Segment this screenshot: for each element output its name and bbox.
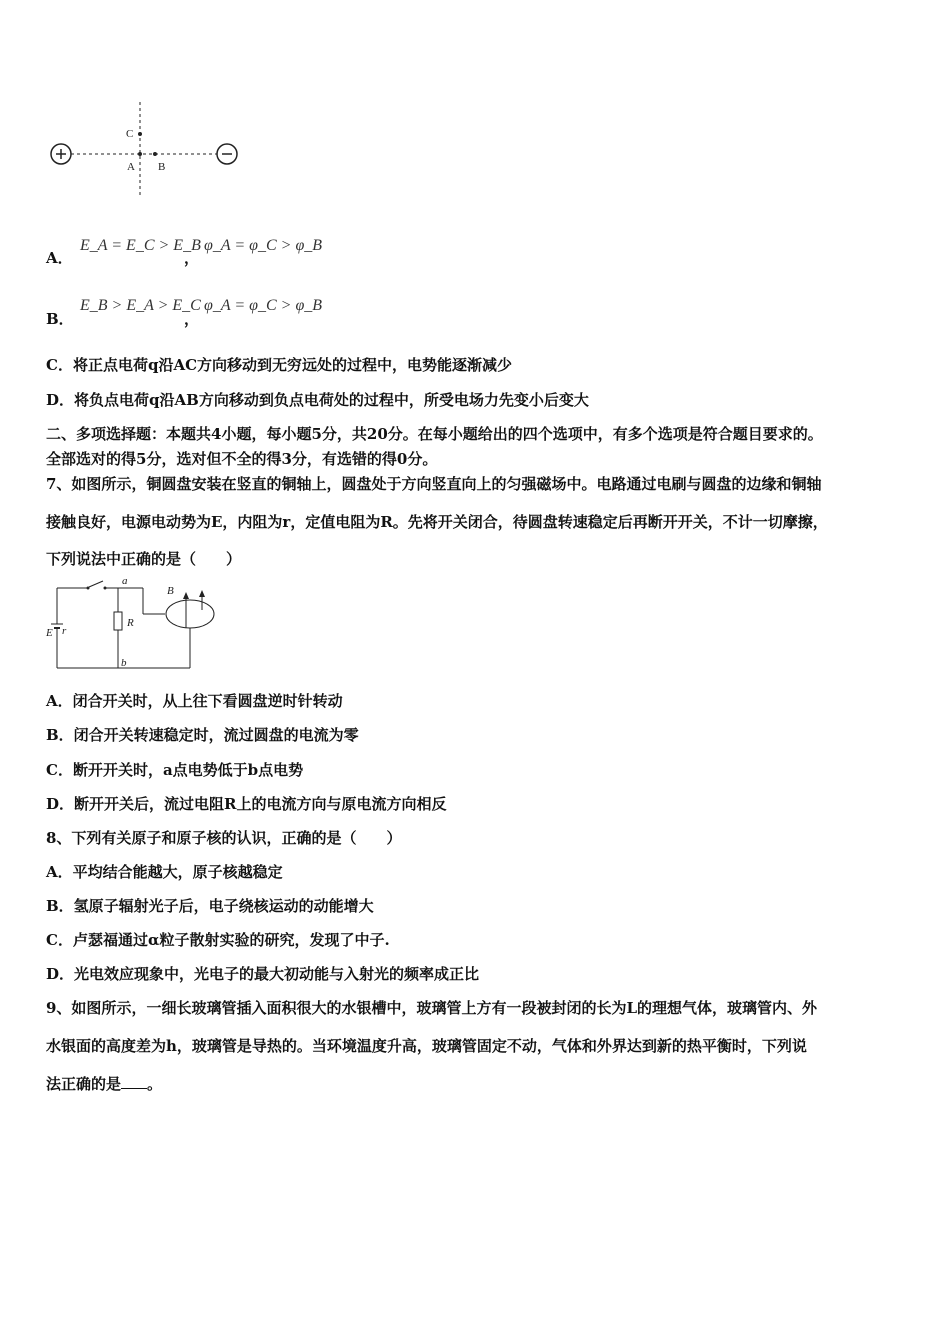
- node-b-label: b: [121, 657, 127, 669]
- q9-stem-line2: 水银面的高度差为h，玻璃管是导热的。当环境温度升高，玻璃管固定不动，气体和外界达到新的热平衡时，下列说: [46, 1037, 807, 1055]
- q8-option-a: A．平均结合能越大，原子核越稳定: [46, 863, 283, 881]
- answer-blank: [121, 1074, 147, 1089]
- q6-option-d-letter: D．: [46, 391, 75, 409]
- q8-option-d: D．光电效应现象中，光电子的最大初动能与入射光的频率成正比: [46, 965, 480, 983]
- q7-stem-line2: 接触良好，电源电动势为E，内阻为r，定值电阻为R。先将开关闭合，待圆盘转速稳定后再断开开关，不计一切摩擦，: [46, 513, 828, 531]
- q7-option-a: A．闭合开关时，从上往下看圆盘逆时针转动: [46, 692, 343, 710]
- q6-option-a-comma: ，: [184, 249, 200, 267]
- field-label: B: [167, 585, 174, 597]
- q9-stem-end: 。: [147, 1075, 163, 1093]
- q6-option-c-text: 将正点电荷q沿AC方向移动到无穷远处的过程中，电势能逐渐减少: [72, 356, 513, 374]
- section2-line2: 全部选对的得5分，选对但不全的得3分，有选错的得0分。: [46, 450, 438, 468]
- section2-line1: 二、多项选择题：本题共4小题，每小题5分，共20分。在每小题给出的四个选项中，有多个选项是符合题目要求的。: [46, 425, 823, 443]
- q9-stem-line3: 法正确的是: [46, 1075, 122, 1093]
- q6-option-a-expr2: φ_A = φ_C > φ_B: [204, 237, 323, 254]
- label-b: B: [158, 161, 166, 173]
- q6-option-b-comma: ，: [184, 310, 200, 328]
- copper-disc-circuit-figure: [45, 572, 225, 677]
- resistor-label: R: [127, 617, 134, 629]
- q8-option-b: B．氢原子辐射光子后，电子绕核运动的动能增大: [46, 897, 374, 915]
- q6-option-b-expr2: φ_A = φ_C > φ_B: [204, 297, 323, 314]
- q7-option-d: D．断开开关后，流过电阻R上的电流方向与原电流方向相反: [46, 795, 447, 813]
- q8-option-c: C．卢瑟福通过α粒子散射实验的研究，发现了中子.: [46, 931, 390, 949]
- emf-label: E: [46, 627, 53, 639]
- q8-stem: 8、下列有关原子和原子核的认识，正确的是（ ）: [46, 829, 402, 847]
- q6-option-a-letter: A．: [46, 249, 73, 267]
- node-a-label: a: [122, 575, 128, 587]
- internal-resistance-label: r: [62, 625, 67, 637]
- label-c: C: [126, 128, 134, 140]
- q6-option-c-letter: C．: [46, 356, 73, 374]
- q7-stem-line3: 下列说法中正确的是（ ）: [46, 550, 242, 568]
- q7-option-c: C．断开开关时，a点电势低于b点电势: [46, 761, 304, 779]
- q6-option-d-text: 将负点电荷q沿AB方向移动到负点电荷处的过程中，所受电场力先变小后变大: [74, 391, 589, 409]
- q7-stem-line1: 7、如图所示，铜圆盘安装在竖直的铜轴上，圆盘处于方向竖直向上的匀强磁场中。电路通过电刷与圆盘的边缘和铜轴: [46, 475, 822, 493]
- q6-option-a-expr1: E_A = E_C > E_B: [80, 237, 201, 254]
- q6-option-b-expr1: E_B > E_A > E_C: [80, 297, 201, 314]
- q9-stem-line1: 9、如图所示，一细长玻璃管插入面积很大的水银槽中，玻璃管上方有一段被封闭的长为L的理想气体，玻璃管内、外: [46, 999, 817, 1017]
- q6-option-b-letter: B．: [46, 310, 74, 328]
- label-a: A: [127, 161, 135, 173]
- charge-field-figure: [45, 100, 245, 200]
- q7-option-b: B．闭合开关转速稳定时，流过圆盘的电流为零: [46, 726, 359, 744]
